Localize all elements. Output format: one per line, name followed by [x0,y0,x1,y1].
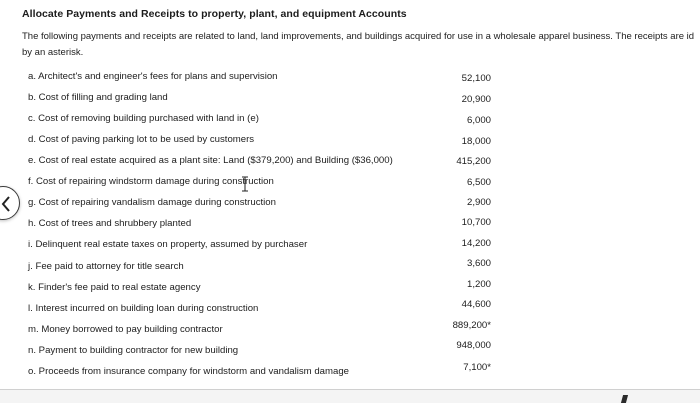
intro-line: The following payments and receipts are related to land, land improvements, and buildings acquired for use in a wholesale apparel business. The receipts are id [22,31,695,42]
item-value-f: 6,500 [466,177,491,188]
intro-line: by an asterisk. [22,47,84,58]
item-label-b: b. Cost of filling and grading land [28,92,168,103]
item-value-n: 948,000 [456,340,491,351]
item-value-a: 52,100 [461,73,491,84]
item-value-h: 10,700 [461,217,491,228]
item-label-n: n. Payment to building contractor for new building [28,345,239,356]
item-label-e: e. Cost of real estate acquired as a plant site: Land ($379,200) and Building ($36,000) [28,155,393,166]
item-label-i: i. Delinquent real estate taxes on property, assumed by purchaser [28,239,308,250]
item-label-g: g. Cost of repairing vandalism damage during construction [28,197,276,208]
chevron-left-icon [1,196,11,212]
page-title: Allocate Payments and Receipts to property, plant, and equipment Accounts [22,8,407,20]
item-value-j: 3,600 [466,258,491,269]
item-label-h: h. Cost of trees and shrubbery planted [28,218,192,229]
item-label-k: k. Finder's fee paid to real estate agency [28,282,201,293]
item-label-a: a. Architect's and engineer's fees for plans and supervision [28,71,278,82]
item-label-j: j. Fee paid to attorney for title search [28,261,184,272]
item-value-c: 6,000 [466,115,491,126]
item-label-c: c. Cost of removing building purchased with land in (e) [28,113,259,124]
item-label-f: f. Cost of repairing windstorm damage during construction [28,176,274,187]
text-cursor-icon [240,176,250,192]
item-value-k: 1,200 [466,279,491,290]
item-value-l: 44,600 [461,299,491,310]
item-value-e: 415,200 [456,156,491,167]
bottom-strip [0,390,700,403]
item-label-d: d. Cost of paving parking lot to be used by customers [28,134,255,145]
item-label-l: l. Interest incurred on building loan during construction [28,303,259,314]
item-value-o: 7,100* [463,362,491,373]
item-value-i: 14,200 [461,238,491,249]
item-label-m: m. Money borrowed to pay building contractor [28,324,223,335]
item-label-o: o. Proceeds from insurance company for windstorm and vandalism damage [28,366,350,377]
item-value-d: 18,000 [461,136,491,147]
item-value-g: 2,900 [466,197,491,208]
item-value-m: 889,200* [452,320,491,331]
item-value-b: 20,900 [461,94,491,105]
